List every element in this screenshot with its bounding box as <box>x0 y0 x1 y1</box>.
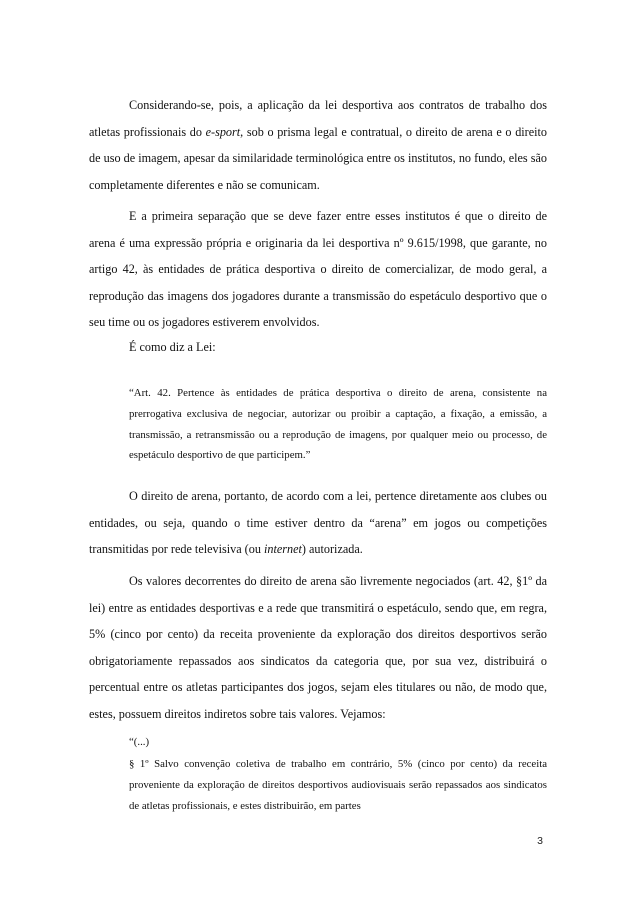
paragraph-arena-belongs-clubs <box>89 483 547 563</box>
quote-paragraph-1: § 1º Salvo convenção coletiva de trabalho em contrário, 5% (cinco por cento) da receita proveniente da exploração de direitos desportivos audiovisuais serão repassados aos sindicatos de atletas profissionais, e estes distribuirão, em partes <box>129 758 547 812</box>
paragraph-text: Considerando-se, pois, a aplicação da lei desportiva aos contratos de trabalho dos atletas profissionais do <box>89 98 547 139</box>
page-number: 3 <box>537 835 543 847</box>
italic-term: e-sport <box>205 124 241 139</box>
quote-open-ellipsis: “(...) <box>129 736 150 748</box>
paragraph-law-intro: É como diz a Lei: <box>129 340 216 354</box>
paragraph-arena-definition: E a primeira separação que se deve fazer entre esses institutos é que o direito de arena é uma expressão própria e originaria da lei desportiva nº 9.615/1998, que garante, no artigo 42, às entidades de prática desportiva o direito de comercializar, de modo geral, a reprodução das imagens dos jogadores durante a transmissão do espetáculo desportivo que o seu time ou os jogadores estiverem envolvidos. <box>89 209 547 330</box>
paragraph-esport-arena-image <box>89 92 547 198</box>
paragraph-arena-values: Os valores decorrentes do direito de arena são livremente negociados (art. 42, §1º da lei) entre as entidades desportivas e a rede que transmitirá o espetáculo, sendo que, em regra, 5% (cinco por cento) da receita proveniente da exploração dos direitos desportivos serão obrigatoriamente repassados aos sindicatos da categoria que, por sua vez, distribuirá o percentual entre os atletas participantes dos jogos, sejam eles titulares ou não, de modo que, estes, possuem direitos indiretos sobre tais valores. Vejamos: <box>89 574 547 721</box>
paragraph-text: , sob o prisma legal e contratual, o direito de arena e o direito de uso de imagem, apesar da similaridade terminológica entre os institutos, no fundo, eles são completamente diferentes e não se comunicam. <box>89 124 548 192</box>
paragraph-text: ) autorizada. <box>301 542 363 557</box>
quote-art-42: “Art. 42. Pertence às entidades de prática desportiva o direito de arena, consistente na prerrogativa exclusiva de negociar, autorizar ou proibir a captação, a fixação, a emissão, a transmissão, a retransmissão ou a reprodução de imagens, por qualquer meio ou processo, de espetáculo desportivo de que participem.” <box>129 387 547 462</box>
paragraph-text: O direito de arena, portanto, de acordo com a lei, pertence diretamente aos clubes ou entidades, ou seja, quando o time estiver dentro da “arena” em jogos ou competições transmitidas por rede televisiva (ou <box>89 489 547 557</box>
italic-term: internet <box>263 542 302 557</box>
